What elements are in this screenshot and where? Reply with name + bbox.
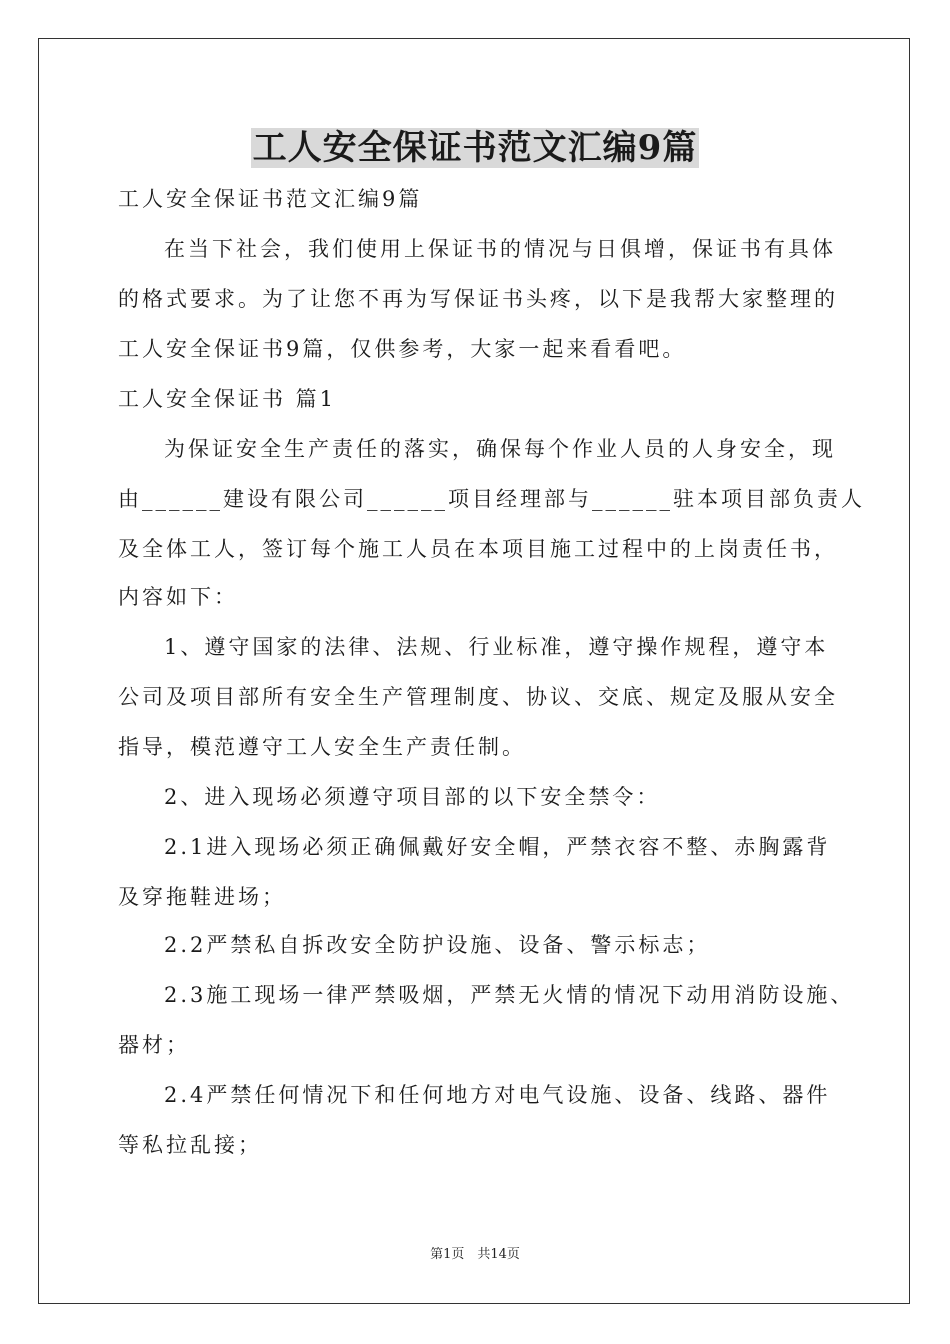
paragraph-line: 2.4严禁任何情况下和任何地方对电气设施、设备、线路、器件 bbox=[164, 1083, 831, 1107]
page-number: 第1页 共14页 bbox=[430, 1247, 520, 1262]
paragraph-line: 等私拉乱接； bbox=[118, 1133, 262, 1157]
paragraph-line: 1、遵守国家的法律、法规、行业标准，遵守操作规程，遵守本 bbox=[164, 635, 829, 659]
paragraph-line: 2.2严禁私自拆改安全防护设施、设备、警示标志； bbox=[164, 933, 711, 957]
paragraph-line: 2.3施工现场一律严禁吸烟，严禁无火情的情况下动用消防设施、 bbox=[164, 983, 855, 1007]
paragraph-line: 由______建设有限公司______项目经理部与______驻本项目部负责人 bbox=[118, 487, 865, 511]
paragraph-line: 为保证安全生产责任的落实，确保每个作业人员的人身安全，现 bbox=[164, 437, 836, 461]
paragraph-line: 的格式要求。为了让您不再为写保证书头疼，以下是我帮大家整理的 bbox=[118, 287, 838, 311]
page-border bbox=[38, 38, 910, 1304]
paragraph-line: 在当下社会，我们使用上保证书的情况与日俱增，保证书有具体 bbox=[164, 237, 836, 261]
paragraph-line: 指导，模范遵守工人安全生产责任制。 bbox=[118, 735, 526, 759]
document-title-text: 工人安全保证书范文汇编9篇 bbox=[252, 128, 698, 168]
paragraph-line: 公司及项目部所有安全生产管理制度、协议、交底、规定及服从安全 bbox=[118, 685, 838, 709]
section-heading: 工人安全保证书 篇1 bbox=[118, 387, 337, 411]
paragraph-line: 器材； bbox=[118, 1033, 190, 1057]
subtitle-line: 工人安全保证书范文汇编9篇 bbox=[118, 187, 423, 211]
paragraph-line: 及穿拖鞋进场； bbox=[118, 885, 286, 909]
paragraph-line: 内容如下： bbox=[118, 585, 238, 609]
paragraph-line: 工人安全保证书9篇，仅供参考，大家一起来看看吧。 bbox=[118, 337, 687, 361]
document-title bbox=[0, 126, 950, 170]
paragraph-line: 2、进入现场必须遵守项目部的以下安全禁令： bbox=[164, 785, 661, 809]
paragraph-line: 及全体工人，签订每个施工人员在本项目施工过程中的上岗责任书， bbox=[118, 537, 838, 561]
paragraph-line: 2.1进入现场必须正确佩戴好安全帽，严禁衣容不整、赤胸露背 bbox=[164, 835, 831, 859]
